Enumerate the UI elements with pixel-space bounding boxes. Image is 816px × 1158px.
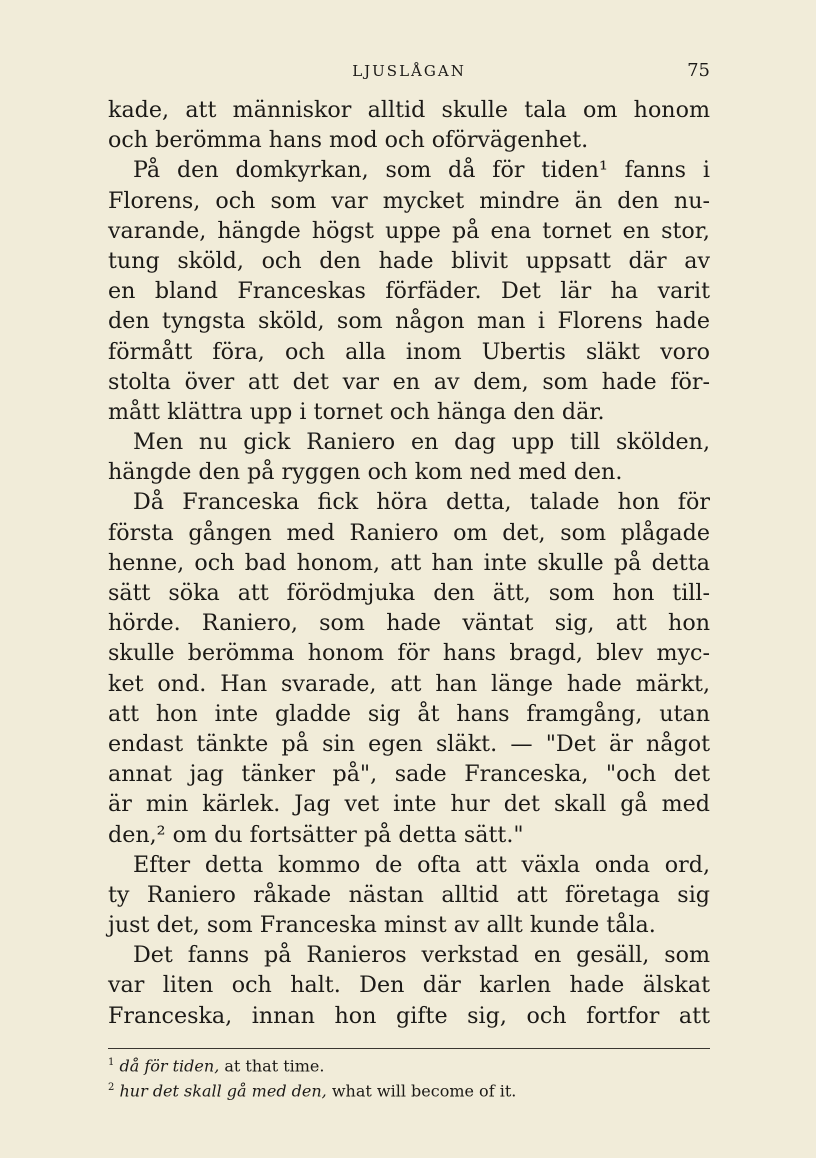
- text-line: Då Franceska fick höra detta, talade hon för: [133, 489, 710, 516]
- text-line: Efter detta kommo de ofta att växla onda ord,: [133, 851, 710, 878]
- text-line: den,² om du fortsätter på detta sätt.": [108, 821, 524, 848]
- text-line: mått klättra upp i tornet och hänga den där.: [108, 398, 605, 425]
- text-line: förmått föra, och alla inom Ubertis släkt voro: [108, 338, 710, 365]
- body-text: [108, 95, 710, 1031]
- text-line: tung sköld, och den hade blivit uppsatt där av: [108, 247, 710, 274]
- footnote: [108, 1052, 710, 1077]
- text-line: endast tänkte på sin egen släkt. — "Det är något: [108, 730, 710, 757]
- footnote-divider: [108, 1048, 710, 1049]
- footnote: [108, 1077, 710, 1102]
- text-line: Florens, och som var mycket mindre än den nu-: [108, 187, 710, 214]
- text-line: är min kärlek. Jag vet inte hur det skall gå med: [108, 791, 710, 818]
- text-line: stolta över att det var en av dem, som hade för-: [108, 368, 710, 395]
- text-line: hörde. Raniero, som hade väntat sig, att hon: [108, 610, 710, 637]
- text-line: första gången med Raniero om det, som plågade: [108, 519, 710, 546]
- text-line: och berömma hans mod och oförvägenhet.: [108, 127, 589, 154]
- text-line: ty Raniero råkade nästan alltid att företaga sig: [108, 881, 710, 908]
- running-title: LJUSLÅGAN: [352, 62, 466, 80]
- text-line: annat jag tänker på", sade Franceska, "och det: [108, 761, 710, 788]
- page-header: [108, 62, 710, 86]
- text-line: den tyngsta sköld, som någon man i Florens hade: [108, 308, 710, 335]
- text-line: varande, hängde högst uppe på ena tornet en stor,: [108, 217, 710, 244]
- footnote-phrase: då för tiden,: [119, 1056, 220, 1076]
- text-line: henne, och bad honom, att han inte skulle på detta: [108, 549, 710, 576]
- text-line: På den domkyrkan, som då för tiden¹ fanns i: [133, 157, 710, 184]
- footnotes: [108, 1052, 710, 1103]
- text-line: ket ond. Han svarade, att han länge hade märkt,: [108, 670, 710, 697]
- text-line: sätt söka att förödmjuka den ätt, som hon till-: [108, 580, 710, 606]
- text-line: skulle berömma honom för hans bragd, blev myc-: [108, 640, 710, 667]
- text-line: att hon inte gladde sig åt hans framgång, utan: [108, 700, 710, 727]
- footnote-gloss: at that time.: [219, 1056, 325, 1076]
- text-line: Franceska, innan hon gifte sig, och fortfor att: [108, 1002, 710, 1029]
- footnote-mark: 1: [108, 1057, 115, 1068]
- text-line: en bland Franceskas förfäder. Det lär ha varit: [108, 278, 710, 305]
- text-line: just det, som Franceska minst av allt kunde tåla.: [108, 912, 656, 939]
- footnote-gloss: what will become of it.: [326, 1081, 517, 1101]
- footnote-phrase: hur det skall gå med den,: [119, 1081, 327, 1101]
- text-line: hängde den på ryggen och kom ned med den.: [108, 459, 623, 486]
- text-line: var liten och halt. Den där karlen hade älskat: [108, 972, 710, 999]
- text-line: Det fanns på Ranieros verkstad en gesäll, som: [133, 942, 710, 969]
- text-line: kade, att människor alltid skulle tala om honom: [108, 97, 710, 123]
- footnote-mark: 2: [108, 1082, 115, 1094]
- text-line: Men nu gick Raniero en dag upp till skölden,: [133, 429, 710, 456]
- page-number: 75: [687, 60, 710, 81]
